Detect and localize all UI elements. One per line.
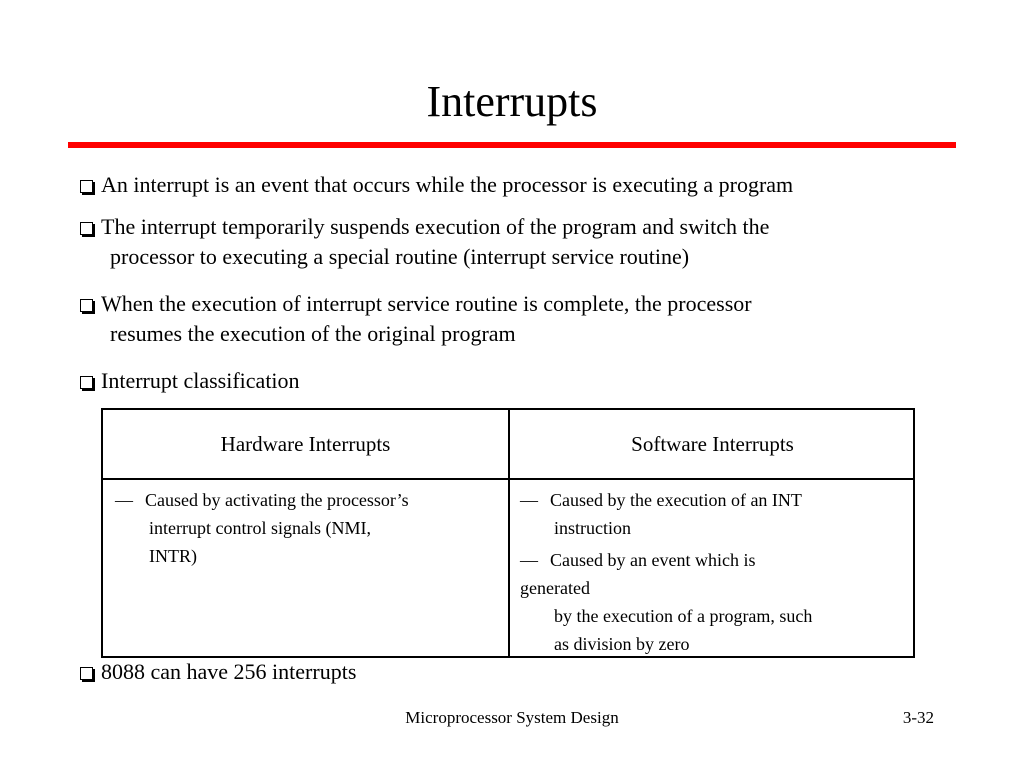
cell-text: Caused by an event which is xyxy=(550,550,756,570)
bullet-text-continuation: processor to executing a special routine (interrupt service routine) xyxy=(110,244,690,269)
list-item xyxy=(520,546,905,658)
bullet-text: When the execution of interrupt service routine is complete, the processor xyxy=(101,291,752,316)
title-divider xyxy=(68,142,956,148)
footer-course-title: Microprocessor System Design xyxy=(405,708,619,727)
cell-text: by the execution of a program, such xyxy=(554,606,813,626)
dash-bullet: — xyxy=(520,550,538,570)
bullet-item xyxy=(80,657,930,687)
bullet-item xyxy=(80,170,930,200)
square-bullet-icon xyxy=(80,222,93,235)
list-item xyxy=(520,486,905,542)
square-bullet-icon xyxy=(80,180,93,193)
cell-text: interrupt control signals (NMI, xyxy=(149,518,371,538)
table-header-software: Software Interrupts xyxy=(631,432,794,456)
cell-text: as division by zero xyxy=(554,634,690,654)
square-bullet-icon xyxy=(80,667,93,680)
cell-text: INTR) xyxy=(149,546,197,566)
table-cell-hardware xyxy=(115,486,500,570)
bullet-item xyxy=(80,289,930,349)
dash-bullet: — xyxy=(520,490,538,510)
bullet-text-continuation: resumes the execution of the original program xyxy=(110,321,516,346)
interrupt-classification-table xyxy=(101,408,915,658)
table-header-hardware: Hardware Interrupts xyxy=(220,432,391,456)
cell-text: instruction xyxy=(554,518,631,538)
cell-text: generated xyxy=(520,578,590,598)
bullet-item xyxy=(80,366,930,396)
bullet-text: 8088 can have 256 interrupts xyxy=(101,659,357,684)
bullet-text: The interrupt temporarily suspends execution of the program and switch the xyxy=(101,214,770,239)
list-item xyxy=(115,486,500,570)
cell-text: Caused by activating the processor’s xyxy=(145,490,409,510)
table-header-divider xyxy=(103,478,913,480)
square-bullet-icon xyxy=(80,376,93,389)
bullet-text: Interrupt classification xyxy=(101,368,300,393)
footer-page-number: 3-32 xyxy=(902,708,934,727)
bullet-text: An interrupt is an event that occurs while the processor is executing a program xyxy=(101,172,794,197)
table-cell-software xyxy=(520,486,905,658)
slide-title: Interrupts xyxy=(426,77,598,126)
cell-text: Caused by the execution of an INT xyxy=(550,490,802,510)
square-bullet-icon xyxy=(80,299,93,312)
bullet-item xyxy=(80,212,930,272)
dash-bullet: — xyxy=(115,490,133,510)
